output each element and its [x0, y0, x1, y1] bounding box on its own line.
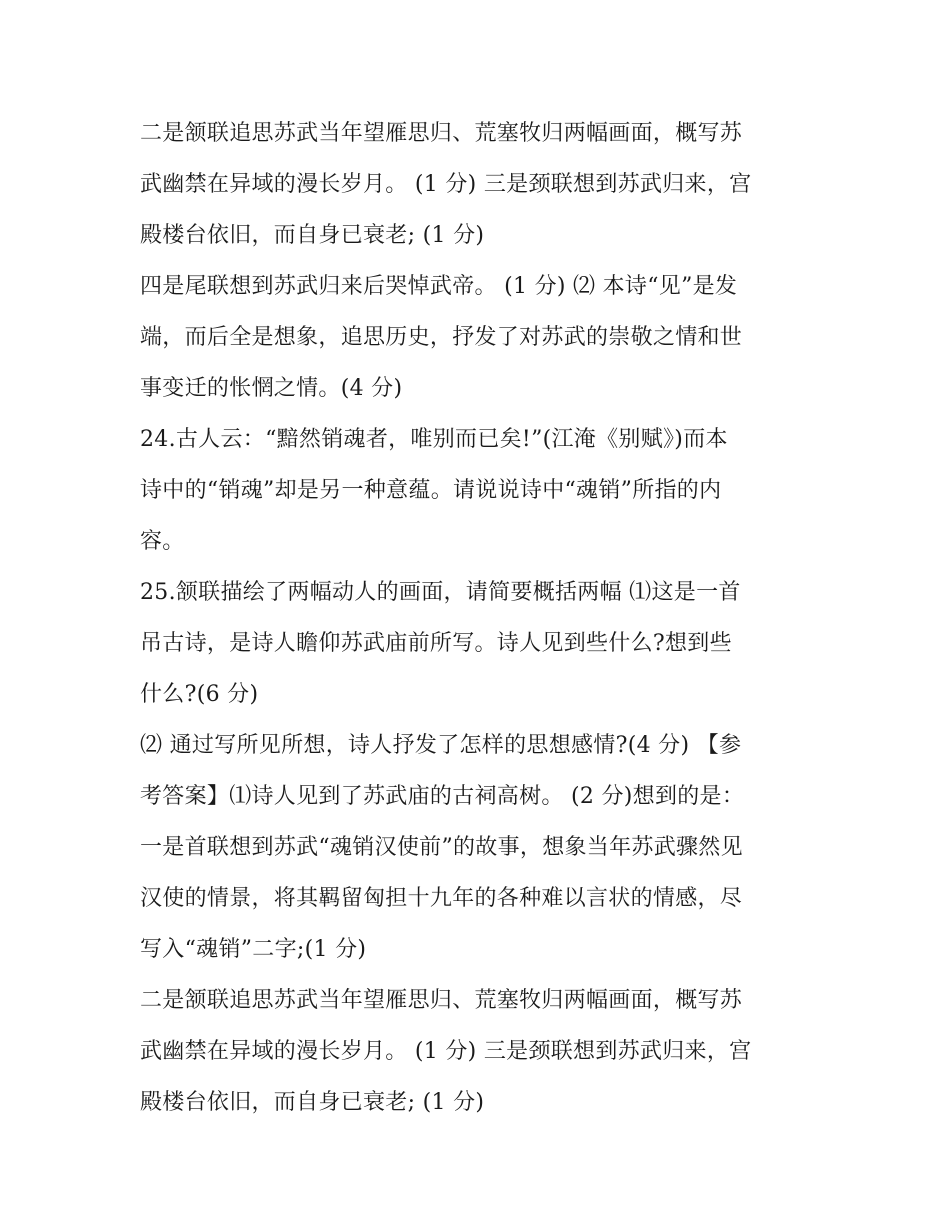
text-line: 端，而后全是想象，追思历史，抒发了对苏武的崇敬之情和世 — [140, 325, 743, 350]
question-25-line: 25.颔联描绘了两幅动人的画面，请简要概括两幅 ⑴这是一首 — [140, 580, 741, 605]
text-line: 写入“魂销”二字;(1 分) — [140, 937, 367, 962]
text-line: 吊古诗，是诗人瞻仰苏武庙前所写。诗人见到些什么?想到些 — [140, 631, 732, 656]
text-line: 武幽禁在异域的漫长岁月。 (1 分) 三是颈联想到苏武归来，宫 — [140, 1039, 752, 1064]
text-line: 四是尾联想到苏武归来后哭悼武帝。 (1 分) ⑵ 本诗“见”是发 — [140, 274, 738, 299]
document-body — [140, 108, 830, 1128]
text-line: 诗中的“销魂”却是另一种意蕴。请说说诗中“魂销”所指的内 — [140, 478, 722, 503]
text-line: 二是颔联追思苏武当年望雁思归、荒塞牧归两幅画面，概写苏 — [140, 121, 743, 146]
text-line: 一是首联想到苏武“魂销汉使前”的故事，想象当年苏武骤然见 — [140, 835, 743, 860]
question-24-line: 24.古人云：“黯然销魂者，唯别而已矣!”(江淹《别赋》)而本 — [140, 427, 728, 452]
text-line: 二是颔联追思苏武当年望雁思归、荒塞牧归两幅画面，概写苏 — [140, 988, 743, 1013]
text-line: 什么?(6 分) — [140, 682, 259, 707]
text-line: ⑵ 通过写所见所想，诗人抒发了怎样的思想感情?(4 分) 【参 — [140, 733, 742, 758]
text-line: 容。 — [140, 529, 185, 554]
text-line: 殿楼台依旧，而自身已衰老; (1 分) — [140, 1090, 485, 1115]
text-line: 事变迁的怅惘之情。(4 分) — [140, 376, 403, 401]
text-line: 汉使的情景，将其羁留匈担十九年的各种难以言状的情感，尽 — [140, 886, 743, 911]
text-line: 武幽禁在异域的漫长岁月。 (1 分) 三是颈联想到苏武归来，宫 — [140, 172, 752, 197]
text-line: 殿楼台依旧，而自身已衰老; (1 分) — [140, 223, 485, 248]
answer-key-line: 考答案】⑴诗人见到了苏武庙的古祠高树。 (2 分)想到的是： — [140, 784, 745, 809]
